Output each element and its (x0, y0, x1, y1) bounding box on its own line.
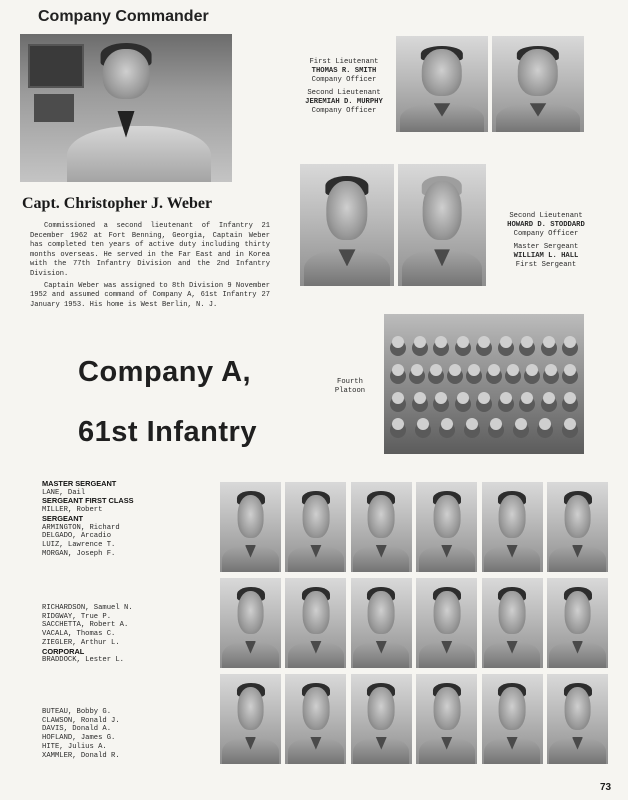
page-title-line1: Company A, (78, 356, 252, 388)
soldier-portrait (482, 578, 543, 668)
soldier-portrait (285, 482, 346, 572)
soldier-portrait (285, 674, 346, 764)
commander-bio (30, 222, 270, 312)
page-number: 73 (600, 782, 612, 793)
roster-name: LUIZ, Lawrence T. (42, 540, 116, 549)
roster-name: RICHARDSON, Samuel N. (42, 604, 133, 612)
soldier-portrait (285, 578, 346, 668)
soldier-portrait (482, 482, 543, 572)
roster-name: BUTEAU, Bobby G. (42, 708, 112, 716)
soldier-portrait (416, 674, 477, 764)
portrait-hall (398, 164, 486, 286)
soldier-portrait (416, 482, 477, 572)
roster-name: BRADDOCK, Lester L. (42, 656, 124, 665)
roster-name: MILLER, Robert (42, 506, 103, 515)
soldier-portrait (547, 674, 608, 764)
roster-name: DELGADO, Arcadio (42, 532, 112, 541)
roster-group-1 (42, 480, 212, 558)
roster-name: XAMMLER, Donald R. (42, 751, 120, 760)
page-title-line2: 61st Infantry (78, 416, 257, 448)
roster-name: LANE, Dail (42, 488, 86, 497)
soldier-portrait (416, 578, 477, 668)
soldier-portrait (220, 674, 281, 764)
officer-caption-smith: First Lieutenant THOMAS R. SMITH Company Officer Second Lieutenant JEREMIAH D. MURPHY Company Officer (305, 58, 383, 115)
soldier-portrait (220, 482, 281, 572)
soldier-portrait (351, 482, 412, 572)
platoon-caption: Fourth Platoon (334, 378, 366, 395)
soldier-portrait (482, 674, 543, 764)
soldier-portrait (351, 674, 412, 764)
bio-paragraph: Commissioned a second lieutenant of Infantry 21 December 1962 at Fort Benning, Georgia, Captain Weber has completed ten years of active duty including thirty months overseas. He served in the Far East and in Korea with the 77th Infantry Division and the 2nd Infantry Division. (30, 222, 270, 278)
roster-name: VACALA, Thomas C. (42, 630, 116, 639)
soldier-portrait (547, 578, 608, 668)
roster-rank: MASTER SERGEANT (42, 479, 117, 488)
roster-group-3 (42, 708, 212, 760)
bio-paragraph: Captain Weber was assigned to 8th Division 9 November 1952 and assumed command of Company A, 61st Infantry 27 January 1953. His home is West Berlin, N. J. (30, 281, 270, 309)
commander-heading: Company Commander (38, 8, 209, 25)
roster-portrait-grid (220, 482, 608, 766)
roster-name: SACCHETTA, Robert A. (42, 621, 129, 630)
portrait-smith (396, 36, 488, 132)
soldier-portrait (547, 482, 608, 572)
portrait-stoddard (300, 164, 394, 286)
roster-rank: CORPORAL (42, 646, 85, 656)
roster-name: MORGAN, Joseph F. (42, 549, 116, 558)
roster-name: HITE, Julius A. (42, 742, 107, 751)
officer-caption-stoddard: Second Lieutenant HOWARD D. STODDARD Company Officer Master Sergeant WILLIAM L. HALL First Sergeant (507, 212, 585, 269)
portrait-murphy (492, 36, 584, 132)
roster-name: HOFLAND, James G. (42, 734, 116, 743)
roster-name: RIDGWAY, True P. (42, 612, 112, 621)
roster-name: DAVIS, Donald A. (42, 725, 112, 734)
roster-name: ARMINGTON, Richard (42, 523, 120, 532)
roster-name: ZIEGLER, Arthur L. (42, 638, 120, 647)
soldier-portrait (351, 578, 412, 668)
roster-rank: SERGEANT (42, 513, 84, 523)
roster-name: CLAWSON, Ronald J. (42, 716, 120, 725)
commander-photo (20, 34, 232, 182)
commander-name: Capt. Christopher J. Weber (22, 195, 213, 212)
soldier-portrait (220, 578, 281, 668)
roster-rank: SERGEANT FIRST CLASS (42, 496, 134, 506)
roster-group-2 (42, 604, 212, 665)
platoon-group-photo (384, 314, 584, 454)
